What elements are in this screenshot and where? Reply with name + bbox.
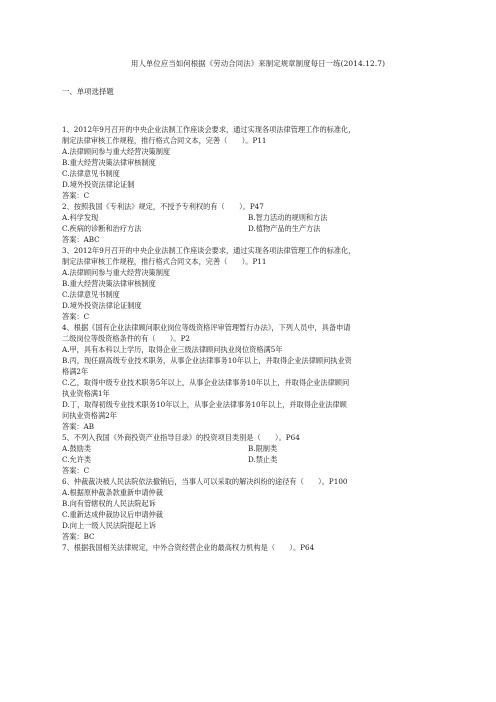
option: B.限制类	[248, 444, 278, 453]
answer: 答案：C	[62, 466, 90, 475]
option: A.法律顾问参与重大经营决策制度	[62, 147, 171, 156]
option: D.丁，取得初级专业技术职务10年以上，从事企业法律事务10年以上，并取得企业法律顾	[62, 400, 347, 409]
option-row	[62, 223, 446, 234]
option: D.境外投资法律论证制度	[62, 301, 142, 310]
option: 执业资格满1年	[62, 389, 110, 398]
option: C.疾病的诊断和治疗方法	[62, 224, 142, 233]
option-row	[62, 443, 446, 454]
question-stem: 5、不列入我国《外商投资产业指导目录》的投资项目类别是（ ）。P64	[62, 433, 300, 442]
answer: 答案：ABC	[62, 235, 100, 244]
answer: 答案：AB	[62, 422, 95, 431]
option-row	[62, 212, 446, 223]
question-stem: 4、根据《国有企业法律顾问职业岗位等级资格评审管理暂行办法》，下列人员中，具备申请	[62, 323, 351, 332]
answer: 答案：C	[62, 191, 90, 200]
question-stem: 制定法律审核工作规程，推行格式合同文本，完善（ ）。P11	[62, 257, 267, 266]
section-heading: 一、单项选择题	[62, 87, 114, 96]
question-stem: 6、仲裁裁决被人民法院依法撤销后，当事人可以采取的解决纠纷的途径有（ ）。P100	[62, 477, 348, 486]
option: C.重新达成仲裁协议后申请仲裁	[62, 510, 163, 519]
question-stem: 制定法律审核工作规程，推行格式合同文本，完善（ ）。P11	[62, 136, 267, 145]
document-title: 用人单位应当如何根据《劳动合同法》来制定规章制度每日一练(2014.12.7)	[130, 59, 386, 68]
option: B.向有管辖权的人民法院起诉	[62, 499, 156, 508]
question-stem: 2、按照我国《专利法》规定，不授予专利权的有（ ）。P47	[62, 202, 264, 211]
answer: 答案：BC	[62, 532, 95, 541]
option-row	[62, 454, 446, 465]
option: B.丙，现任副高级专业技术职务，从事企业法律事务10年以上，并取得企业法律顾问执业资	[62, 356, 352, 365]
question-stem: 7、根据我国相关法律规定，中外合资经营企业的最高权力机构是（ ）。P64	[62, 543, 315, 552]
option: A.甲，具有本科以上学历，取得企业三级法律顾问执业岗位资格满5年	[62, 345, 283, 354]
option: D.向上一级人民法院提起上诉	[62, 521, 157, 530]
question-list	[62, 124, 446, 553]
answer: 答案：C	[62, 312, 90, 321]
option: A.科学发现	[62, 213, 99, 222]
option: C.法律意见书制度	[62, 169, 120, 178]
option: B.智力活动的规则和方法	[248, 213, 328, 222]
option: A.根据原仲裁条款重新申请仲裁	[62, 488, 163, 497]
option: D.植物产品的生产方法	[248, 224, 321, 233]
question-stem: 3、2012年9月召开的中央企业法制工作座谈会要求，通过实现各项法律管理工作的标准化，	[62, 246, 356, 255]
option: D.禁止类	[248, 455, 278, 464]
option: 格满2年	[62, 367, 89, 376]
option: A.法律顾问参与重大经营决策制度	[62, 268, 171, 277]
option: A.鼓励类	[62, 444, 92, 453]
option: B.重大经营决策法律审核制度	[62, 158, 156, 167]
question-stem: 二级岗位等级资格条件的有（ ）。P2	[62, 334, 190, 343]
option: 问执业资格满2年	[62, 411, 117, 420]
option: C.允许类	[62, 455, 92, 464]
question-stem: 1、2012年9月召开的中央企业法制工作座谈会要求，通过实现各项法律管理工作的标准化，	[62, 125, 356, 134]
option: B.重大经营决策法律审核制度	[62, 279, 156, 288]
option: C.乙，取得中级专业技术职务5年以上，从事企业法律事务10年以上，并取得企业法律顾问	[62, 378, 350, 387]
option: C.法律意见书制度	[62, 290, 120, 299]
option: D.境外投资法律论证制	[62, 180, 135, 189]
